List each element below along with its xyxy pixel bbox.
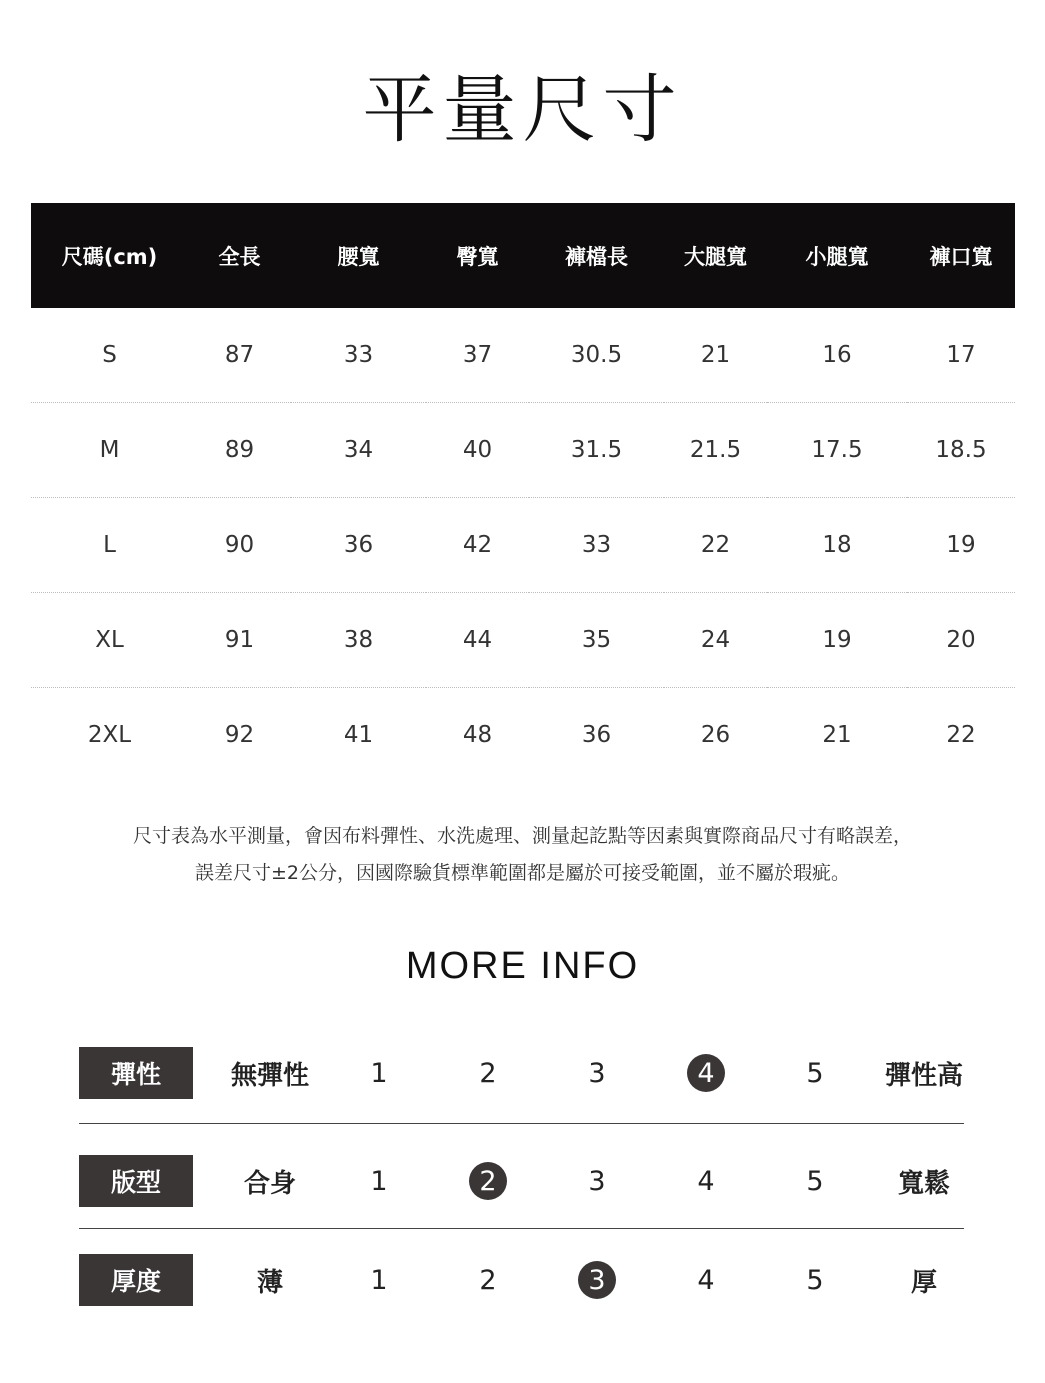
table-cell: 22 — [946, 722, 976, 748]
scale-option-value: 4 — [687, 1054, 725, 1092]
scale-option — [463, 1047, 513, 1099]
size-table-header — [31, 203, 1015, 308]
more-info-heading: MORE INFO — [405, 945, 640, 987]
scale-option-value: 1 — [370, 1165, 388, 1197]
table-cell: 36 — [581, 722, 612, 748]
scale-option-value: 3 — [578, 1261, 616, 1299]
table-cell: 19 — [767, 593, 907, 688]
table-cell: 30.5 — [529, 308, 664, 403]
scale-option — [354, 1047, 404, 1099]
scale-low-label: 合身 — [243, 1168, 296, 1199]
table-cell: 19 — [907, 498, 1015, 593]
scale-option-value: 5 — [806, 1165, 824, 1197]
header-cell: 腰寬 — [291, 203, 426, 308]
divider — [79, 1228, 964, 1229]
scale-option — [790, 1254, 840, 1306]
table-row — [31, 403, 1015, 498]
scale-option — [790, 1155, 840, 1207]
page-title: 平量尺寸 — [362, 67, 683, 153]
scale-option-value: 5 — [806, 1264, 824, 1296]
table-cell: 40 — [426, 403, 529, 498]
scale-option-value: 4 — [697, 1165, 715, 1197]
scale-option-value: 2 — [469, 1162, 507, 1200]
table-cell: 21 — [664, 308, 767, 403]
table-cell: 31.5 — [529, 403, 664, 498]
scale-high-label: 彈性高 — [884, 1060, 963, 1091]
scale-option-selected — [463, 1155, 513, 1207]
table-cell: 26 — [700, 722, 731, 748]
scale-high-label: 寬鬆 — [897, 1168, 950, 1199]
header-cell: 小腿寬 — [767, 203, 907, 308]
info-row-fit — [79, 1155, 964, 1207]
table-row — [31, 498, 1015, 593]
scale-option-value: 3 — [588, 1057, 606, 1089]
table-cell: M — [31, 403, 188, 498]
scale-option — [463, 1254, 513, 1306]
info-label: 版型 — [79, 1155, 193, 1207]
scale-option — [354, 1155, 404, 1207]
size-table — [31, 203, 1015, 782]
table-cell: 89 — [188, 403, 291, 498]
table-cell: 38 — [291, 593, 426, 688]
table-cell: 36 — [291, 498, 426, 593]
table-cell: 21 — [822, 722, 852, 748]
scale-option-value: 3 — [588, 1165, 606, 1197]
table-cell: 18.5 — [907, 403, 1015, 498]
table-cell: 48 — [462, 722, 493, 748]
table-row — [31, 688, 1015, 783]
scale-option — [354, 1254, 404, 1306]
divider — [79, 1123, 964, 1124]
scale-option — [572, 1047, 622, 1099]
scale-option-value: 1 — [370, 1264, 388, 1296]
table-cell: 87 — [188, 308, 291, 403]
table-cell: 33 — [291, 308, 426, 403]
info-row-elasticity — [79, 1047, 964, 1099]
scale-option-value: 5 — [806, 1057, 824, 1089]
table-cell: 34 — [291, 403, 426, 498]
scale-high-label: 厚 — [910, 1267, 937, 1298]
header-cell: 褲檔長 — [529, 203, 664, 308]
scale-option-selected — [572, 1254, 622, 1306]
scale-option — [572, 1155, 622, 1207]
header-cell: 臀寬 — [426, 203, 529, 308]
scale-option-value: 4 — [697, 1264, 715, 1296]
scale-option — [681, 1155, 731, 1207]
header-cell: 尺碼(cm) — [31, 203, 188, 308]
info-label: 厚度 — [79, 1254, 193, 1306]
table-cell: 17 — [907, 308, 1015, 403]
header-cell: 全長 — [188, 203, 291, 308]
table-cell: 44 — [426, 593, 529, 688]
header-cell: 大腿寬 — [664, 203, 767, 308]
table-row — [31, 308, 1015, 403]
table-cell: 92 — [224, 722, 255, 748]
table-cell: XL — [31, 593, 188, 688]
table-cell: L — [31, 498, 188, 593]
table-cell: 24 — [664, 593, 767, 688]
info-label: 彈性 — [79, 1047, 193, 1099]
table-cell: 2XL — [87, 722, 132, 748]
scale-option — [790, 1047, 840, 1099]
table-cell: 33 — [529, 498, 664, 593]
table-cell: 21.5 — [664, 403, 767, 498]
table-cell: 17.5 — [767, 403, 907, 498]
table-cell: 42 — [426, 498, 529, 593]
table-cell: 20 — [907, 593, 1015, 688]
table-cell: 16 — [767, 308, 907, 403]
scale-option-value: 1 — [370, 1057, 388, 1089]
table-cell: 22 — [664, 498, 767, 593]
note-line: 誤差尺寸±2公分，因國際驗貨標準範圍都是屬於可接受範圍，並不屬於瑕疵。 — [194, 862, 850, 884]
scale-low-label: 無彈性 — [230, 1060, 309, 1091]
info-row-thickness — [79, 1254, 964, 1306]
table-cell: 35 — [529, 593, 664, 688]
table-row — [31, 593, 1015, 688]
table-cell: 18 — [767, 498, 907, 593]
measurement-note — [0, 818, 1045, 892]
table-cell: S — [31, 308, 188, 403]
scale-option-value: 2 — [479, 1264, 497, 1296]
table-cell: 37 — [426, 308, 529, 403]
scale-option-selected — [681, 1047, 731, 1099]
header-cell: 褲口寬 — [907, 203, 1015, 308]
scale-low-label: 薄 — [256, 1267, 283, 1298]
scale-option — [681, 1254, 731, 1306]
table-cell: 91 — [188, 593, 291, 688]
scale-option-value: 2 — [479, 1057, 497, 1089]
note-line: 尺寸表為水平測量，會因布料彈性、水洗處理、測量起訖點等因素與實際商品尺寸有略誤差， — [132, 825, 912, 847]
table-cell: 41 — [343, 722, 374, 748]
table-cell: 90 — [188, 498, 291, 593]
